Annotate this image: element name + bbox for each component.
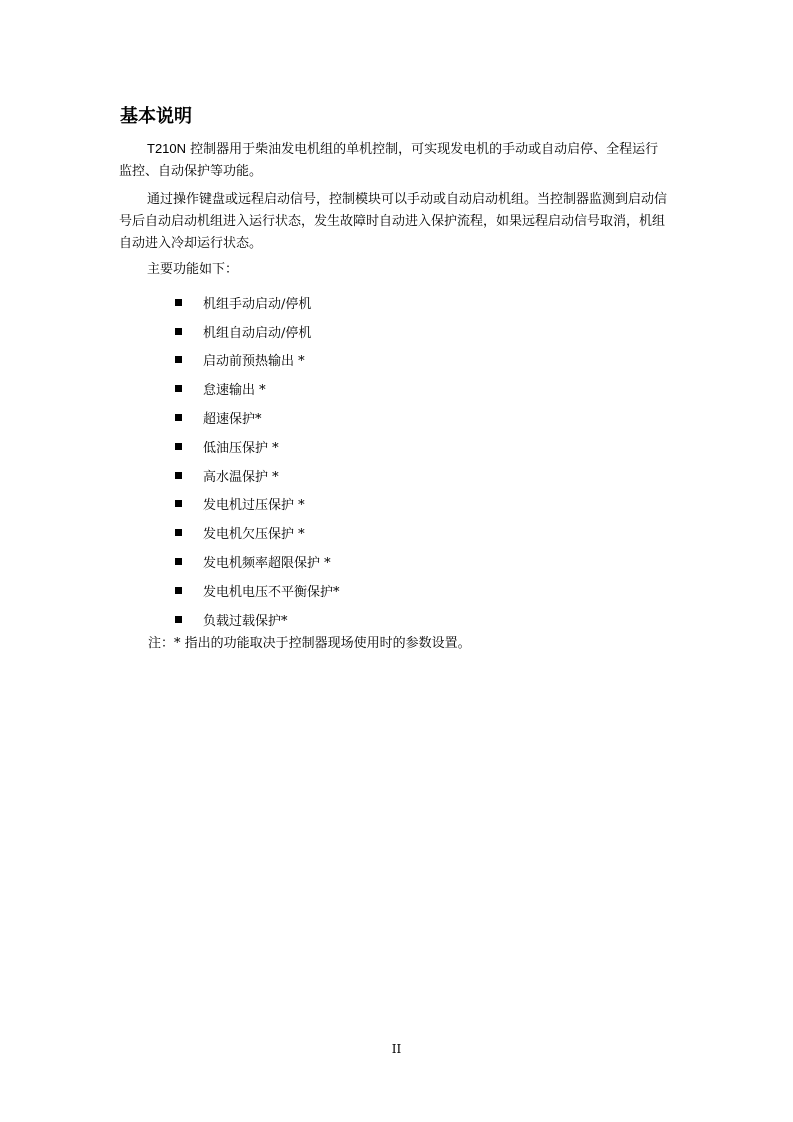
list-item bbox=[175, 490, 340, 519]
footnote: 注：* 指出的功能取决于控制器现场使用时的参数设置。 bbox=[148, 636, 471, 651]
list-item bbox=[175, 461, 340, 490]
bullet-icon bbox=[175, 443, 182, 450]
feature-label: 机组自动启动/停机 bbox=[203, 325, 312, 341]
bullet-icon bbox=[175, 299, 182, 306]
list-item bbox=[175, 346, 340, 375]
feature-label: 启动前预热输出 * bbox=[203, 354, 305, 370]
operation-paragraph: 通过操作键盘或远程启动信号，控制模块可以手动或自动启动机组。当控制器监测到启动信号后自动启动机组进入运行状态，发生故障时自动进入保护流程，如果远程启动信号取消，机组自动进入冷却运行状态。 bbox=[119, 192, 668, 251]
feature-label: 发电机频率超限保护 * bbox=[203, 556, 331, 572]
feature-label: 机组手动启动/停机 bbox=[203, 296, 312, 312]
list-item bbox=[175, 518, 340, 547]
list-item bbox=[175, 547, 340, 576]
intro-text: 控制器用于柴油发电机组的单机控制，可实现发电机的手动或自动启停、全程运行监控、自动保护等功能。 bbox=[119, 142, 659, 179]
page-number: II bbox=[391, 1042, 402, 1056]
feature-label: 低油压保护 * bbox=[203, 440, 279, 456]
feature-label: 高水温保护 * bbox=[203, 469, 279, 485]
section-heading: 基本说明 bbox=[120, 106, 192, 127]
bullet-icon bbox=[175, 558, 182, 565]
bullet-icon bbox=[175, 414, 182, 421]
bullet-icon bbox=[175, 616, 182, 623]
intro-paragraph bbox=[119, 138, 669, 183]
functions-intro: 主要功能如下： bbox=[147, 262, 239, 277]
list-item bbox=[175, 403, 340, 432]
feature-label: 发电机电压不平衡保护* bbox=[203, 584, 340, 600]
list-item bbox=[175, 374, 340, 403]
list-item bbox=[175, 432, 340, 461]
bullet-icon bbox=[175, 529, 182, 536]
feature-list bbox=[175, 288, 340, 634]
feature-label: 超速保护* bbox=[203, 412, 262, 428]
feature-label: 发电机欠压保护 * bbox=[203, 527, 305, 543]
bullet-icon bbox=[175, 356, 182, 363]
bullet-icon bbox=[175, 328, 182, 335]
list-item bbox=[175, 288, 340, 317]
feature-label: 负载过载保护* bbox=[203, 613, 288, 629]
bullet-icon bbox=[175, 472, 182, 479]
feature-label: 发电机过压保护 * bbox=[203, 498, 305, 514]
model-name: T210N bbox=[147, 141, 187, 156]
bullet-icon bbox=[175, 385, 182, 392]
bullet-icon bbox=[175, 500, 182, 507]
list-item bbox=[175, 576, 340, 605]
list-item bbox=[175, 605, 340, 634]
bullet-icon bbox=[175, 587, 182, 594]
feature-label: 怠速输出 * bbox=[203, 383, 266, 399]
list-item bbox=[175, 317, 340, 346]
